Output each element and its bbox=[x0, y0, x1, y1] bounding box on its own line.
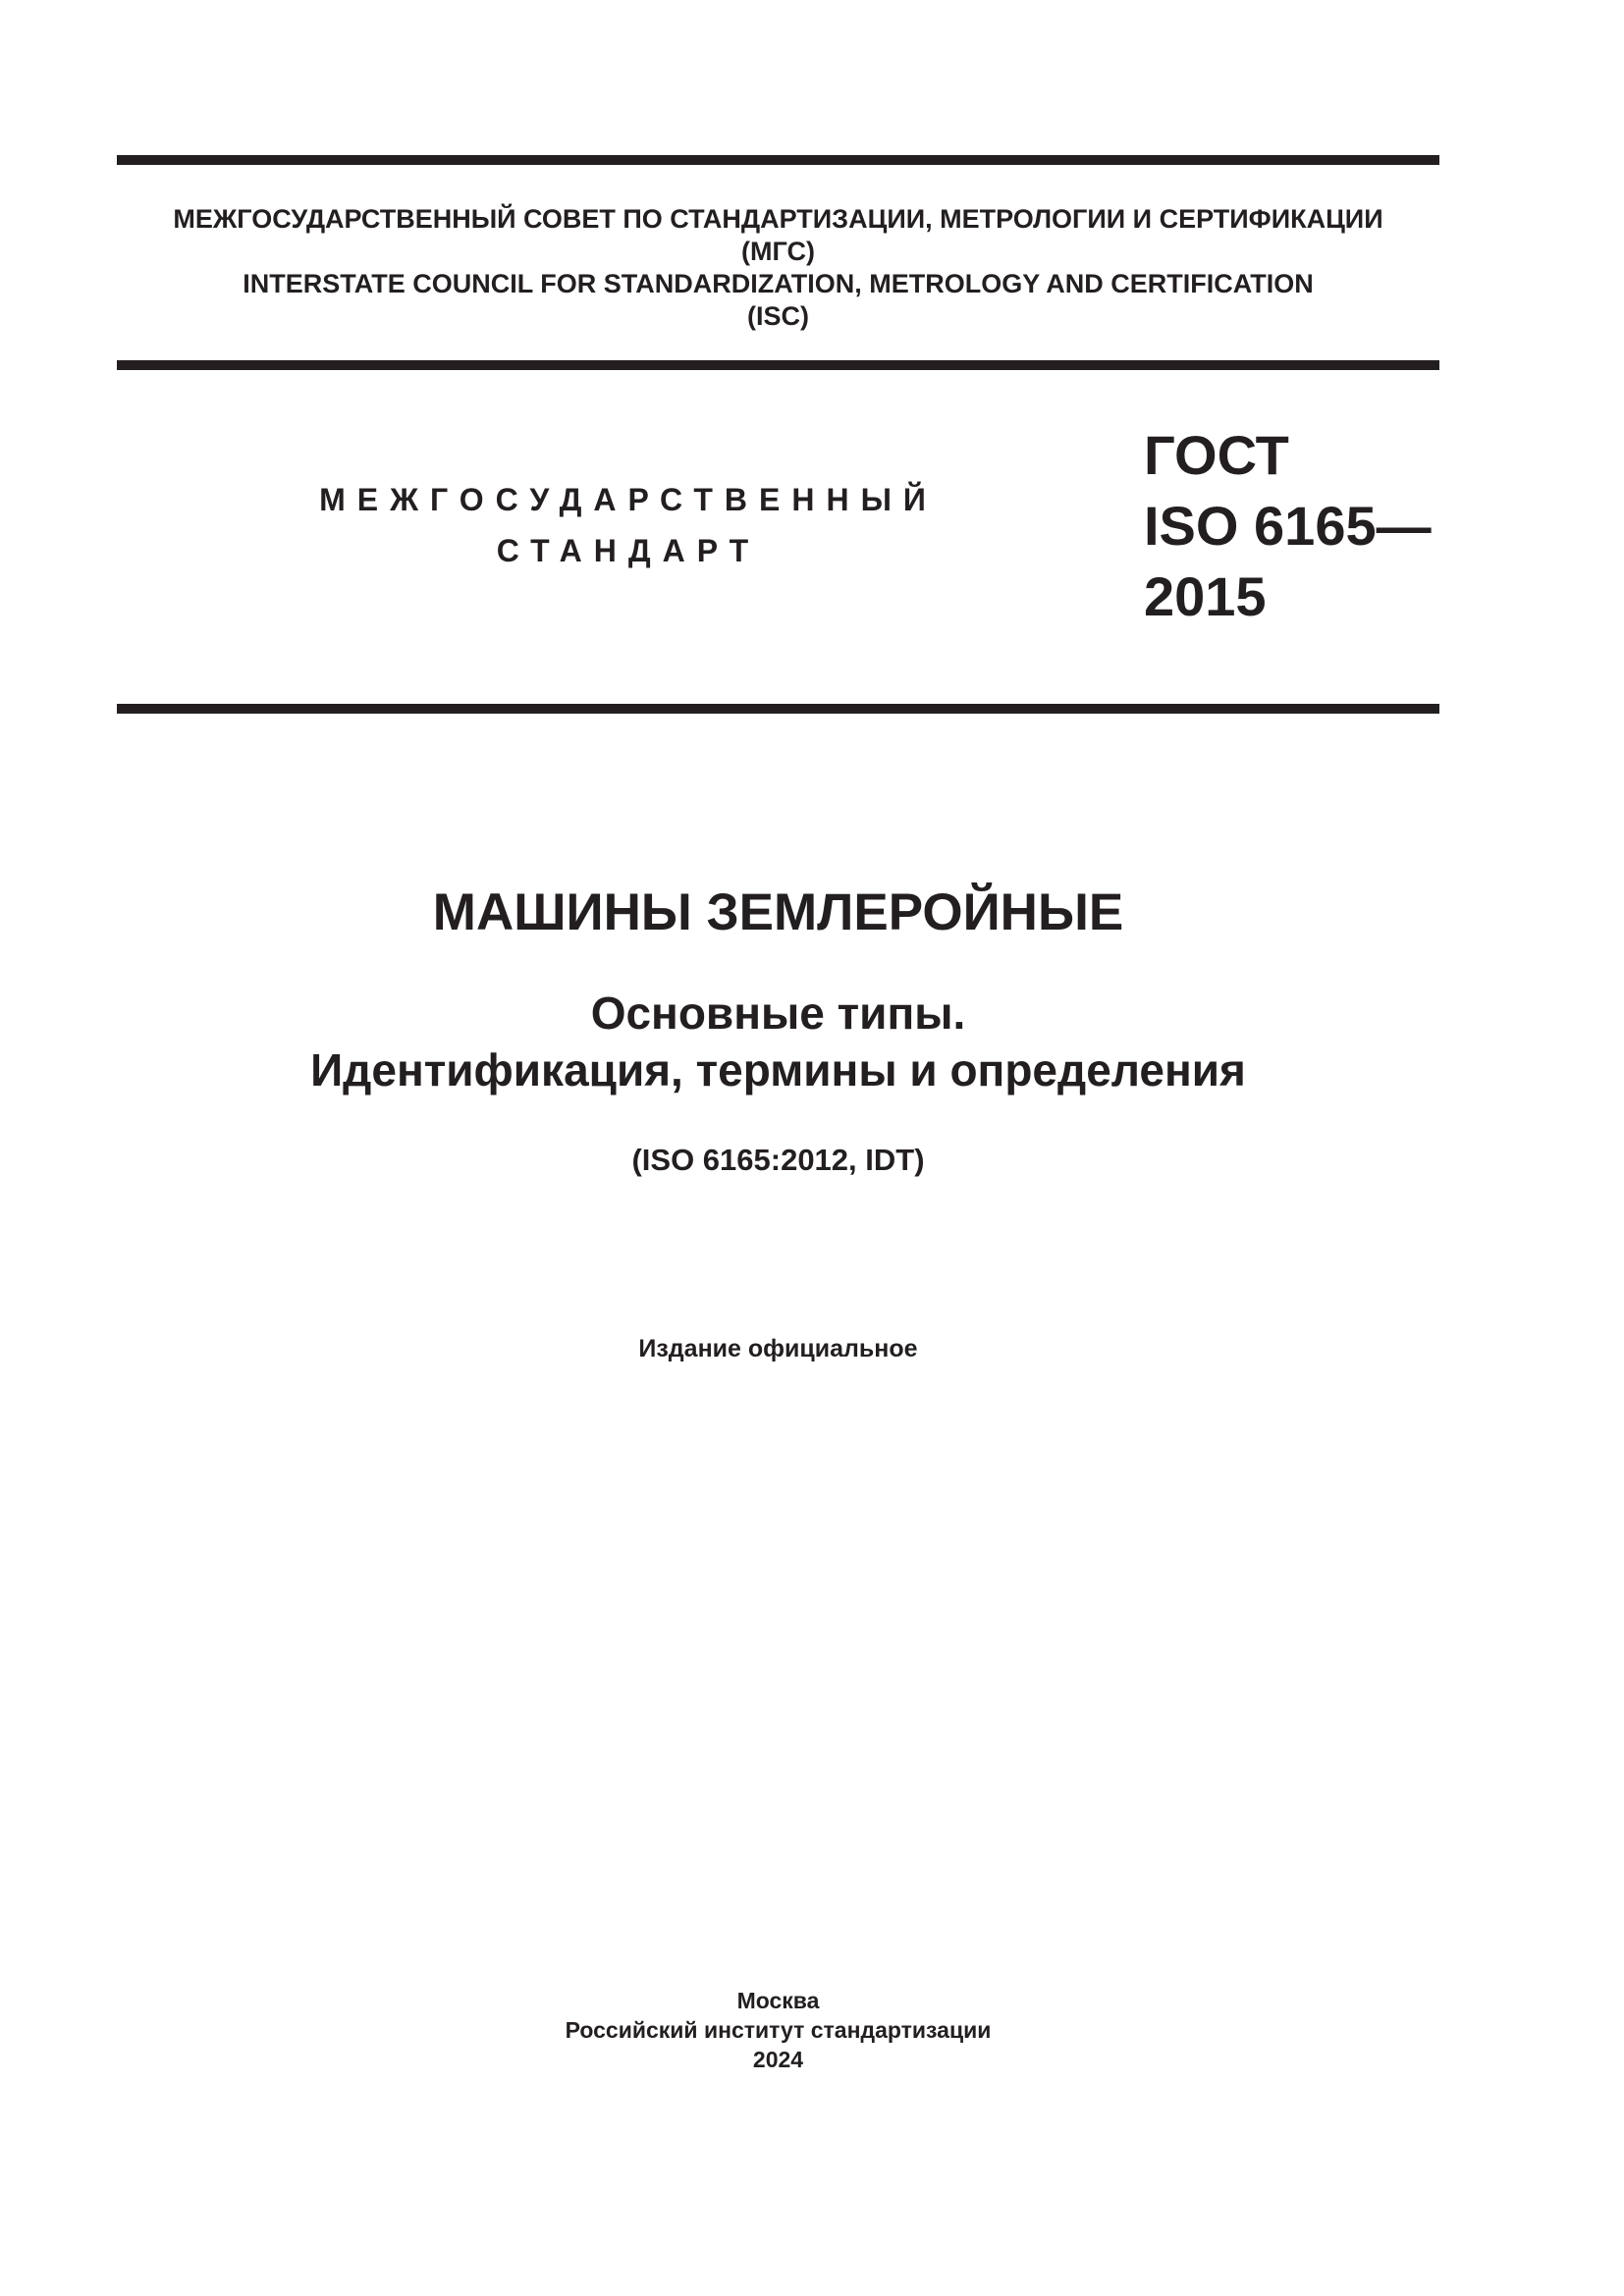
designation-line1: ГОСТ bbox=[1144, 424, 1289, 486]
iso-reference: (ISO 6165:2012, IDT) bbox=[631, 1143, 925, 1177]
publisher-org: Российский институт стандартизации bbox=[565, 2017, 992, 2043]
subtitle-line2: Идентификация, термины и определения bbox=[310, 1044, 1246, 1095]
publisher-city: Москва bbox=[736, 1988, 820, 2013]
standard-kind bbox=[245, 474, 1011, 576]
standard-designation bbox=[1144, 420, 1432, 632]
document-subtitle bbox=[117, 985, 1439, 1098]
council-abbr-ru: (МГС) bbox=[741, 237, 815, 266]
standard-kind-line2: СТАНДАРТ bbox=[496, 533, 761, 568]
publisher-year: 2024 bbox=[752, 2047, 804, 2072]
designation-line3: 2015 bbox=[1144, 565, 1267, 627]
council-name-en: INTERSTATE COUNCIL FOR STANDARDIZATION, METROLOGY AND CERTIFICATION bbox=[243, 269, 1314, 298]
publisher-block bbox=[117, 1986, 1439, 2074]
subtitle-line1: Основные типы. bbox=[590, 988, 966, 1039]
edition-label: Издание официальное bbox=[638, 1335, 918, 1362]
council-name-ru: МЕЖГОСУДАРСТВЕННЫЙ СОВЕТ ПО СТАНДАРТИЗАЦИИ, МЕТРОЛОГИИ И СЕРТИФИКАЦИИ bbox=[173, 204, 1383, 234]
top-divider bbox=[117, 155, 1439, 165]
designation-line2: ISO 6165— bbox=[1144, 495, 1432, 557]
document-title: МАШИНЫ ЗЕМЛЕРОЙНЫЕ bbox=[432, 883, 1124, 941]
council-abbr-en: (ISC) bbox=[747, 301, 809, 331]
council-header bbox=[117, 203, 1439, 333]
middle-divider bbox=[117, 360, 1439, 370]
standard-kind-line1: МЕЖГОСУДАРСТВЕННЫЙ bbox=[319, 482, 938, 517]
lower-divider bbox=[117, 704, 1439, 714]
